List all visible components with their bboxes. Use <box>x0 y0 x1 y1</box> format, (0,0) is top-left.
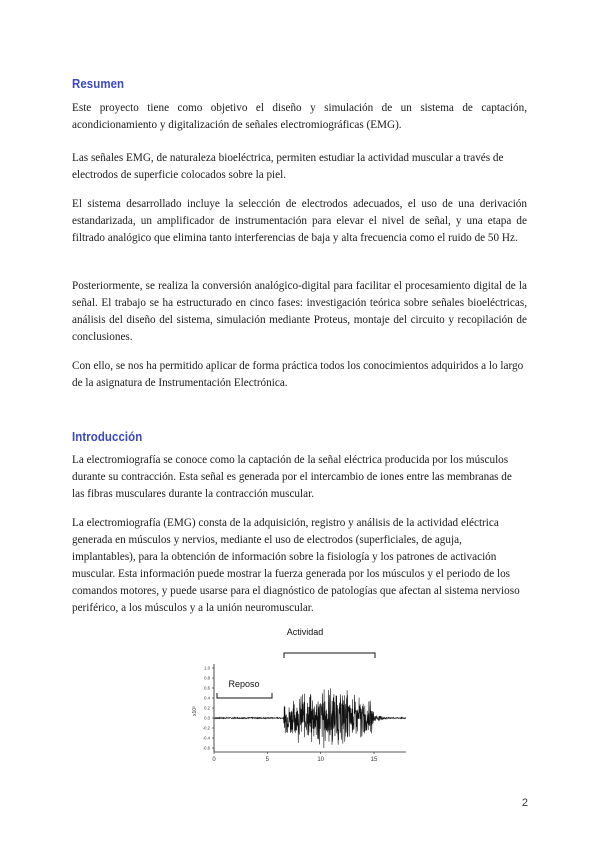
y-tick-label: 0.0 <box>204 715 210 721</box>
y-unit-label: x10³ <box>192 706 198 716</box>
y-axis-ticks <box>203 666 214 751</box>
x-tick-label: 15 <box>370 757 378 763</box>
signal-path <box>214 688 406 748</box>
page-number: 2 <box>521 797 528 809</box>
rest-label: Reposo <box>228 679 260 689</box>
x-tick-label: 0 <box>212 757 216 763</box>
resumen-paragraph-3: El sistema desarrollado incluye la selección de electrodos adecuados, el uso de una derivación estandarizada, un amplificador de instrumentación para elevar el nivel de señal, y una etapa de filtrado analógico que elimina tanto interferencias de baja y alta frecuencia como el ruido de 50 Hz. <box>72 198 527 244</box>
y-tick-label: 0.4 <box>204 695 210 701</box>
y-tick-label: 0.6 <box>204 685 210 691</box>
resumen-paragraph-1: Este proyecto tiene como objetivo el diseño y simulación de un sistema de captación, acondicionamiento y digitalización de señales electromiográficas (EMG). <box>72 102 527 131</box>
y-tick-label: -0.6 <box>202 745 210 751</box>
y-tick-label: 0.8 <box>204 675 210 681</box>
heading-resumen: Resumen <box>72 76 125 91</box>
emg-signal-trace <box>214 688 406 748</box>
activity-bracket <box>284 653 375 658</box>
rest-bracket <box>217 693 272 698</box>
heading-introduccion: Introducción <box>72 429 143 444</box>
y-tick-label: 0.2 <box>204 705 210 711</box>
emg-signal-figure <box>190 620 420 770</box>
x-tick-label: 5 <box>265 757 270 763</box>
resumen-paragraph-2: Las señales EMG, de naturaleza bioeléctrica, permiten estudiar la actividad muscular a través de electrodos de superficie colocados sobre la piel. <box>72 152 504 181</box>
y-tick-label: 1.0 <box>204 665 210 671</box>
y-tick-label: -0.4 <box>202 735 210 741</box>
x-axis-ticks <box>212 752 378 763</box>
x-tick-label: 10 <box>317 757 325 763</box>
resumen-paragraph-4: Posteriormente, se realiza la conversión analógico-digital para facilitar el procesamiento digital de la señal. El trabajo se ha estructurado en cinco fases: investigación teórica sobre señales bioeléctricas, análisis del diseño del sistema, simulación mediante Proteus, montaje del circuito y recopilación de conclusiones. <box>72 280 527 343</box>
y-tick-label: -0.2 <box>202 725 210 731</box>
introduccion-paragraph-2: La electromiografía (EMG) consta de la adquisición, registro y análisis de la actividad eléctrica generada en músculos y nervios, mediante el uso de electrodos (superficiales, de aguja, implantables), para la obtención de información sobre la fisiología y los patrones de activación muscular. Esta información puede mostrar la fuerza generada por los músculos y el periodo de los comandos motores, y puede usarse para el diagnóstico de patologías que afectan al sistema nervioso periférico, a los músculos y a la unión neuromuscular. <box>72 517 520 614</box>
activity-label: Actividad <box>286 627 324 637</box>
introduccion-paragraph-1: La electromiografía se conoce como la captación de la señal eléctrica producida por los músculos durante su contracción. Esta señal es generada por el intercambio de iones entre las membranas de las fibras musculares durante la contracción muscular. <box>72 454 512 500</box>
resumen-paragraph-5: Con ello, se nos ha permitido aplicar de forma práctica todos los conocimientos adquiridos a lo largo de la asignatura de Instrumentación Electrónica. <box>72 360 524 389</box>
